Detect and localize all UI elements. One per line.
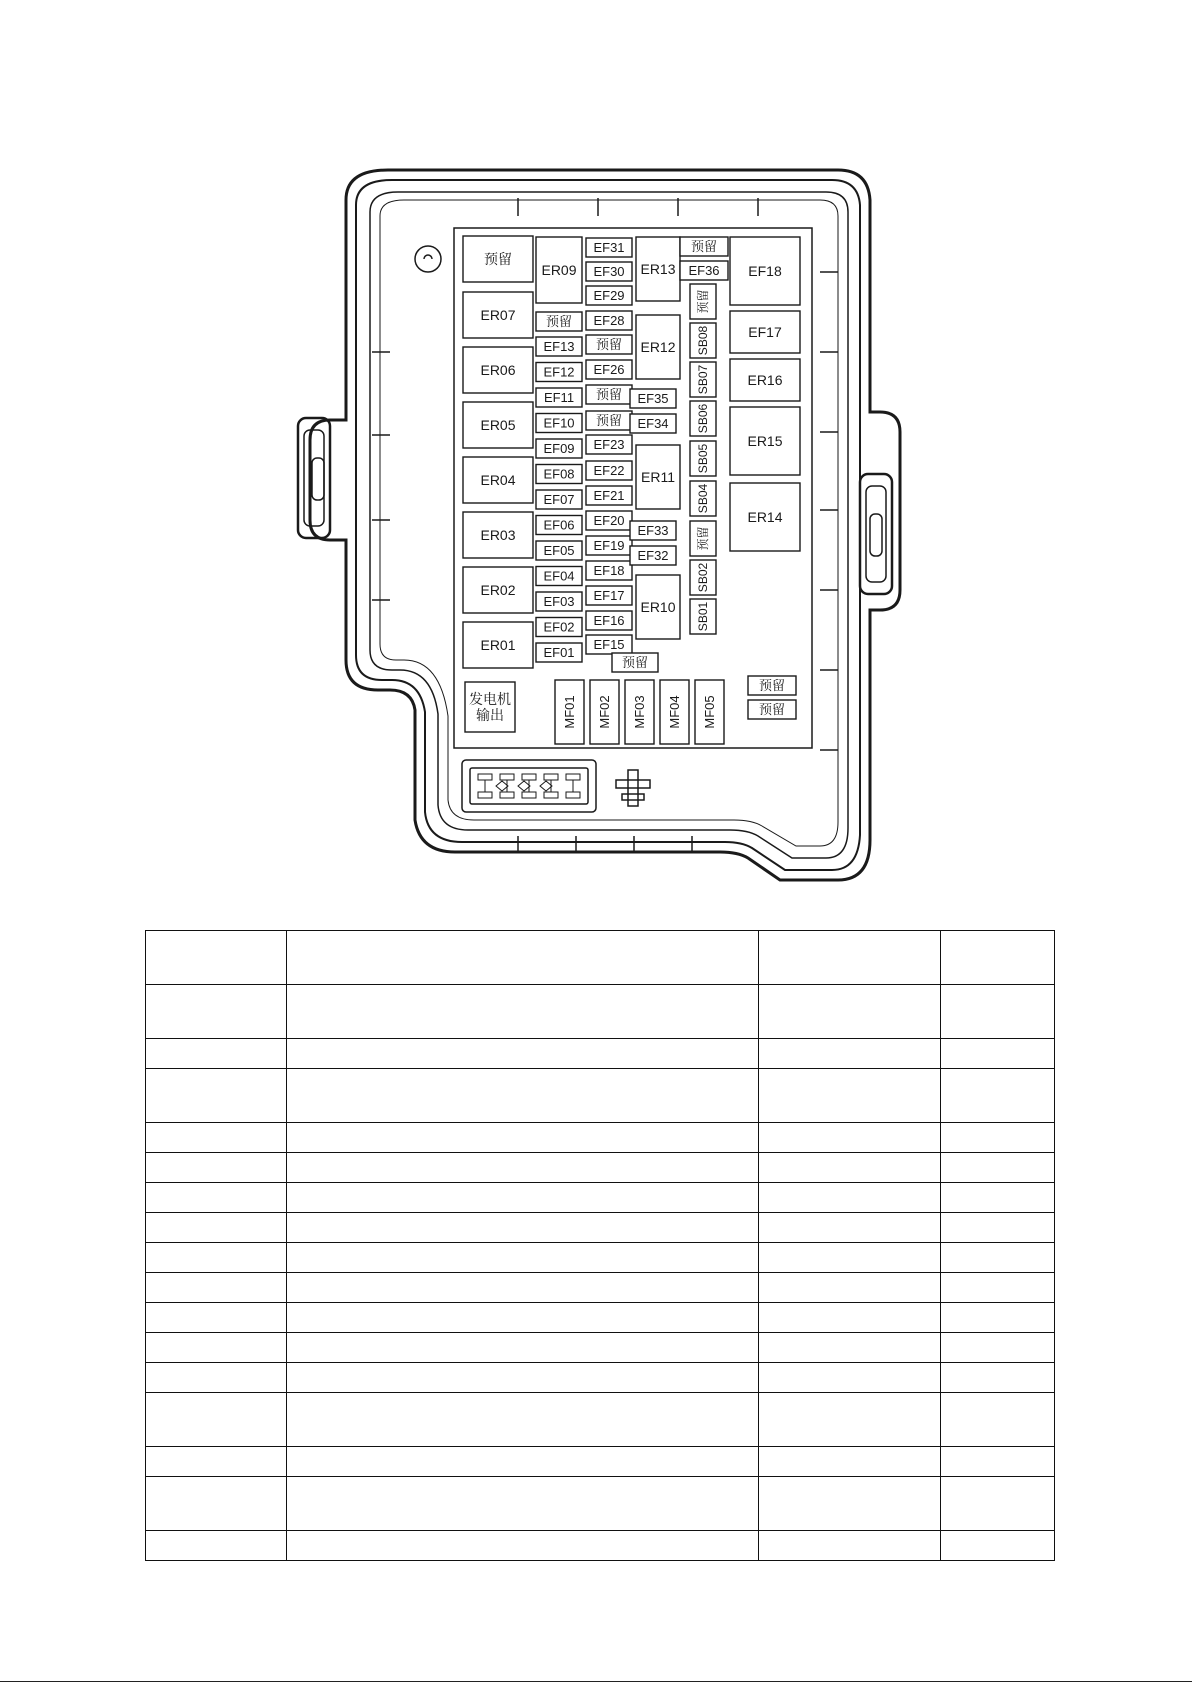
fuse-mf05-label: MF05 (702, 695, 717, 729)
table-cell (941, 1531, 1055, 1561)
reserved-relay (463, 236, 533, 282)
fuse-ef10-label: EF10 (543, 415, 575, 431)
fuse-ef20 (586, 511, 632, 530)
table-row (146, 1243, 1055, 1273)
relay-er10-label: ER10 (640, 599, 676, 615)
table-cell (941, 1333, 1055, 1363)
table-cell (287, 1123, 759, 1153)
fuse-ef17-label: EF17 (748, 324, 782, 340)
table-cell (759, 1183, 941, 1213)
table-row (146, 1213, 1055, 1243)
reserved-fuse (536, 312, 582, 331)
fuse-mf02-label: MF02 (597, 695, 612, 729)
table-cell (287, 1213, 759, 1243)
table-cell (146, 1333, 287, 1363)
relay-er14 (730, 483, 800, 551)
fuse-ef26-label: EF26 (593, 362, 625, 377)
relay-er13 (636, 237, 680, 301)
reserved-fuse-col2-3 (586, 411, 632, 430)
table-cell (146, 1243, 287, 1273)
fuse-sb06-label: SB06 (696, 403, 710, 434)
relay-er12 (636, 315, 680, 379)
relay-er02 (463, 567, 533, 613)
table-row (146, 1393, 1055, 1447)
relay-er03 (463, 512, 533, 558)
fuse-ef22-label: EF22 (593, 463, 625, 478)
table-cell (287, 1153, 759, 1183)
table-cell (759, 1273, 941, 1303)
fuse-mf01 (555, 680, 584, 744)
connector (462, 760, 596, 812)
table-cell (287, 1477, 759, 1531)
fuse-ef19 (586, 536, 632, 555)
table-cell (146, 1447, 287, 1477)
fuse-ef08 (536, 465, 582, 484)
table-row (146, 1447, 1055, 1477)
table-cell (146, 1123, 287, 1153)
fuse-ef07-label: EF07 (543, 492, 575, 507)
fuse-ef31 (586, 238, 632, 257)
table-cell (759, 1069, 941, 1123)
table-cell (146, 985, 287, 1039)
fuse-ef30-label: EF30 (593, 264, 625, 279)
fuse-mf02 (590, 680, 619, 744)
table-cell (146, 1153, 287, 1183)
reserved-sb-top-label: 预留 (696, 289, 710, 314)
table-row (146, 1183, 1055, 1213)
fuse-mf01-label: MF01 (562, 695, 577, 729)
fuse-mf05 (695, 680, 724, 744)
table-row (146, 1363, 1055, 1393)
table-row (146, 1477, 1055, 1531)
fuse-ef33-label: EF33 (637, 523, 669, 538)
reserved-fuse-br2 (748, 700, 796, 719)
fuse-sb06 (690, 401, 716, 436)
table-row (146, 1333, 1055, 1363)
table-cell (759, 1363, 941, 1393)
table-cell (941, 1447, 1055, 1477)
fuse-ef12-label: EF12 (543, 364, 575, 380)
fuse-sb04-label: SB04 (696, 483, 710, 514)
table-cell (759, 1153, 941, 1183)
fuse-mf03-label: MF03 (632, 695, 647, 729)
table-cell (146, 1213, 287, 1243)
fuse-ef02-label: EF02 (543, 619, 575, 635)
reserved-fuse-top (680, 237, 728, 256)
fuse-ef05 (536, 541, 582, 560)
fuse-sb07 (690, 362, 716, 397)
reserved-fuse-col2-1-label: 预留 (595, 337, 623, 352)
fuse-sb05-label: SB05 (696, 443, 710, 474)
table-cell (287, 1363, 759, 1393)
fuse-ef01 (536, 643, 582, 662)
relay-er07-label: ER07 (480, 307, 516, 323)
table-cell (287, 1069, 759, 1123)
table-row (146, 1531, 1055, 1561)
relay-er15-label: ER15 (747, 433, 783, 449)
table-cell (941, 1039, 1055, 1069)
fuse-ef34-label: EF34 (637, 416, 669, 431)
table-cell (941, 1477, 1055, 1531)
relay-er16 (730, 359, 800, 401)
fuse-ef35-label: EF35 (637, 391, 669, 406)
reserved-fuse-top-label: 预留 (690, 239, 718, 254)
reserved-fuse-col2-2 (586, 385, 632, 404)
table-row (146, 1153, 1055, 1183)
table-cell (759, 931, 941, 985)
table-cell (941, 1393, 1055, 1447)
table-cell (759, 1303, 941, 1333)
table-cell (146, 931, 287, 985)
fuse-ef32 (630, 546, 676, 565)
fuse-mf03 (625, 680, 654, 744)
table-cell (146, 1477, 287, 1531)
fuse-sb08-label: SB08 (696, 325, 710, 356)
fuse-ef11-label: EF11 (543, 390, 575, 405)
fuse-ef29-label: EF29 (593, 288, 625, 303)
fuse-sb02-label: SB02 (696, 562, 710, 593)
alternator-output (465, 682, 515, 732)
table-cell (759, 1039, 941, 1069)
reserved-relay-label: 预留 (484, 251, 512, 267)
fuse-ef35 (630, 389, 676, 408)
relay-er16-label: ER16 (747, 372, 783, 388)
table-cell (941, 1213, 1055, 1243)
connector-clip (616, 770, 650, 806)
fuse-ef03-label: EF03 (543, 594, 575, 609)
fuse-ef18-label: EF18 (748, 263, 782, 279)
table-cell (287, 1531, 759, 1561)
table-cell (146, 1303, 287, 1333)
fuse-ef03 (536, 592, 582, 611)
fuse-ef11 (536, 388, 582, 407)
relay-er11 (636, 445, 680, 509)
fuse-ef16 (586, 611, 632, 630)
table-row (146, 985, 1055, 1039)
table-row (146, 1039, 1055, 1069)
table-cell (287, 1273, 759, 1303)
reserved-fuse-col2-3-label: 预留 (595, 413, 623, 428)
fuse-ef10 (536, 414, 582, 433)
fuse-ef23 (586, 435, 632, 454)
fuse-sb08 (690, 323, 716, 358)
fuse-ef21 (586, 486, 632, 505)
fuse-sb05 (690, 441, 716, 476)
fuse-ef18 (730, 237, 800, 305)
fuse-ef30 (586, 262, 632, 281)
reserved-sb-top (690, 284, 716, 319)
table-cell (287, 1243, 759, 1273)
fuse-ef33 (630, 521, 676, 540)
fuse-ef28-label: EF28 (593, 313, 625, 328)
table-cell (941, 1273, 1055, 1303)
fuse-ef29 (586, 286, 632, 305)
table-cell (941, 1363, 1055, 1393)
fuse-sb01 (690, 599, 716, 634)
table-cell (146, 1363, 287, 1393)
table-cell (146, 1393, 287, 1447)
fuse-ef22 (586, 461, 632, 480)
table-cell (759, 1213, 941, 1243)
table-cell (287, 1183, 759, 1213)
table-cell (759, 1333, 941, 1363)
table-cell (287, 1303, 759, 1333)
relay-er06-label: ER06 (480, 362, 516, 378)
relay-er09-label: ER09 (541, 262, 577, 278)
table-cell (941, 931, 1055, 985)
fuse-ef13 (536, 337, 582, 356)
fuse-ef21-label: EF21 (593, 488, 625, 503)
fuse-ef16-label: EF16 (593, 613, 625, 628)
fuse-ef17-label: EF17 (593, 588, 625, 603)
fuse-sb04 (690, 481, 716, 516)
table-cell (146, 1273, 287, 1303)
fuse-ef18-label: EF18 (593, 563, 625, 578)
fuse-ef02 (536, 618, 582, 637)
fuse-ef06 (536, 516, 582, 535)
table-cell (759, 1393, 941, 1447)
fuse-ef17 (586, 586, 632, 605)
table-cell (287, 1447, 759, 1477)
footer-rule (0, 1681, 1192, 1682)
fuse-mf04-label: MF04 (667, 695, 682, 729)
table-row (146, 1303, 1055, 1333)
table-cell (287, 1393, 759, 1447)
fuse-table-body (146, 931, 1055, 1561)
table-cell (287, 931, 759, 985)
table-cell (146, 1069, 287, 1123)
table-row (146, 1069, 1055, 1123)
relay-er07 (463, 292, 533, 338)
fuse-ef17 (730, 311, 800, 353)
relay-er02-label: ER02 (480, 582, 516, 598)
fuse-mf04 (660, 680, 689, 744)
table-cell (759, 1531, 941, 1561)
fuse-ef28 (586, 311, 632, 330)
fuse-ef09 (536, 439, 582, 458)
table-cell (287, 1333, 759, 1363)
reserved-sb-mid (690, 521, 716, 556)
relay-er12-label: ER12 (640, 339, 676, 355)
table-cell (941, 1123, 1055, 1153)
relay-er10 (636, 575, 680, 639)
fuse-ef23-label: EF23 (593, 437, 625, 452)
fuse-sb01-label: SB01 (696, 601, 710, 632)
fuse-layer (463, 236, 800, 744)
table-cell (941, 1183, 1055, 1213)
alternator-output-label: 输出 (476, 707, 504, 724)
relay-er15 (730, 407, 800, 475)
fuse-ef15 (586, 635, 632, 654)
relay-er06 (463, 347, 533, 393)
relay-er13-label: ER13 (640, 261, 676, 277)
alternator-output-label: 发电机 (469, 690, 511, 707)
relay-er01-label: ER01 (480, 637, 516, 653)
reserved-fuse-br2-label: 预留 (758, 702, 786, 717)
table-cell (941, 1153, 1055, 1183)
fuse-ef26 (586, 360, 632, 379)
table-cell (759, 1447, 941, 1477)
fuse-ef32-label: EF32 (637, 548, 669, 563)
table-row (146, 1273, 1055, 1303)
table-cell (941, 1069, 1055, 1123)
table-cell (146, 1531, 287, 1561)
table-cell (941, 985, 1055, 1039)
fuse-ef08-label: EF08 (543, 466, 575, 482)
fuse-sb02 (690, 560, 716, 595)
fuse-ef12 (536, 363, 582, 382)
relay-er01 (463, 622, 533, 668)
relay-er11-label: ER11 (641, 469, 675, 485)
reserved-fuse-bottom (612, 653, 658, 672)
table-cell (759, 1477, 941, 1531)
fuse-ef01-label: EF01 (543, 645, 575, 660)
table-cell (146, 1183, 287, 1213)
fuse-ef07 (536, 490, 582, 509)
table-row (146, 931, 1055, 985)
reserved-fuse-br1 (748, 676, 796, 695)
reserved-fuse-col2-2-label: 预留 (595, 387, 623, 402)
fuse-ef04 (536, 567, 582, 586)
relay-er05 (463, 402, 533, 448)
fuse-ef20-label: EF20 (593, 513, 625, 528)
relay-er09 (536, 237, 582, 303)
table-cell (287, 985, 759, 1039)
table-cell (287, 1039, 759, 1069)
table-row (146, 1123, 1055, 1153)
fuse-ef36 (680, 261, 728, 280)
table-cell (146, 1039, 287, 1069)
fuse-ef18 (586, 561, 632, 580)
fuse-sb07-label: SB07 (696, 364, 710, 395)
reserved-fuse-col2-1 (586, 335, 632, 354)
relay-er05-label: ER05 (480, 417, 516, 433)
table-cell (759, 1123, 941, 1153)
fuse-ef06-label: EF06 (543, 517, 575, 533)
reserved-fuse-br1-label: 预留 (758, 678, 786, 693)
table-cell (759, 1243, 941, 1273)
fuse-table (145, 930, 1055, 1561)
fuse-ef09-label: EF09 (543, 441, 575, 456)
fuse-ef36-label: EF36 (688, 263, 720, 278)
relay-er04-label: ER04 (480, 472, 516, 488)
fuse-ef15-label: EF15 (593, 637, 625, 652)
reserved-fuse-bottom-label: 预留 (621, 655, 649, 670)
relay-er04 (463, 457, 533, 503)
relay-er14-label: ER14 (747, 509, 783, 525)
table-cell (759, 985, 941, 1039)
fuse-ef19-label: EF19 (593, 538, 625, 553)
table-cell (941, 1243, 1055, 1273)
fuse-ef05-label: EF05 (543, 543, 575, 558)
reserved-sb-mid-label: 预留 (696, 526, 710, 551)
fuse-ef34 (630, 414, 676, 433)
fuse-ef04-label: EF04 (543, 568, 575, 584)
table-cell (941, 1303, 1055, 1333)
reserved-fuse-label: 预留 (545, 314, 573, 329)
relay-er03-label: ER03 (480, 527, 516, 543)
fuse-ef31-label: EF31 (593, 240, 625, 255)
fuse-ef13-label: EF13 (543, 339, 575, 354)
